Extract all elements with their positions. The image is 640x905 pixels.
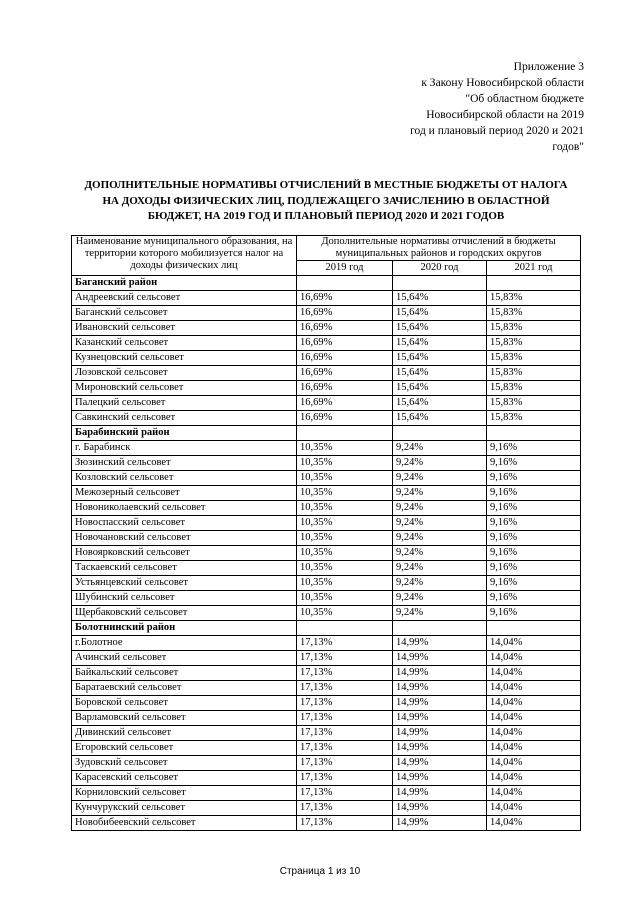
- norm-value: 15,83%: [487, 366, 581, 381]
- appendix-line: Приложение 3: [513, 61, 584, 73]
- municipality-name: Межозерный сельсовет: [72, 486, 297, 501]
- municipality-name: Новочановский сельсовет: [72, 531, 297, 546]
- municipality-name: Дивинский сельсовет: [72, 726, 297, 741]
- norm-value: 10,35%: [297, 546, 393, 561]
- norm-value: 14,99%: [393, 726, 487, 741]
- norm-value: 9,16%: [487, 456, 581, 471]
- norm-value: 15,64%: [393, 351, 487, 366]
- norm-value: 17,13%: [297, 666, 393, 681]
- empty-cell: [393, 426, 487, 441]
- norm-value: 17,13%: [297, 741, 393, 756]
- norm-value: 14,04%: [487, 651, 581, 666]
- table-row: [72, 651, 581, 666]
- norm-value: 15,64%: [393, 396, 487, 411]
- norm-value: 15,64%: [393, 306, 487, 321]
- norm-value: 9,24%: [393, 531, 487, 546]
- norm-value: 9,24%: [393, 576, 487, 591]
- empty-cell: [297, 621, 393, 636]
- table-row: [72, 531, 581, 546]
- empty-cell: [297, 426, 393, 441]
- table-row: [72, 516, 581, 531]
- norm-value: 15,83%: [487, 291, 581, 306]
- norm-value: 14,99%: [393, 741, 487, 756]
- norm-value: 9,24%: [393, 516, 487, 531]
- norm-value: 15,64%: [393, 411, 487, 426]
- title-line: НА ДОХОДЫ ФИЗИЧЕСКИХ ЛИЦ, ПОДЛЕЖАЩЕГО ЗАЧИСЛЕНИЮ В ОБЛАСТНОЙ: [102, 194, 550, 207]
- district-name: Барабинский район: [72, 426, 297, 441]
- norm-value: 9,16%: [487, 546, 581, 561]
- norm-value: 9,24%: [393, 486, 487, 501]
- norm-value: 15,83%: [487, 351, 581, 366]
- norm-value: 9,24%: [393, 441, 487, 456]
- header-year: 2019 год: [297, 261, 393, 276]
- municipality-name: Устьянцевский сельсовет: [72, 576, 297, 591]
- municipality-name: Корниловский сельсовет: [72, 786, 297, 801]
- norm-value: 16,69%: [297, 411, 393, 426]
- table-row: [72, 636, 581, 651]
- table-row: [72, 591, 581, 606]
- norm-value: 10,35%: [297, 471, 393, 486]
- norm-value: 16,69%: [297, 321, 393, 336]
- municipality-name: г.Болотное: [72, 636, 297, 651]
- norm-value: 9,24%: [393, 561, 487, 576]
- table-row: [72, 741, 581, 756]
- municipality-name: Новониколаевский сельсовет: [72, 501, 297, 516]
- municipality-name: Боровской сельсовет: [72, 696, 297, 711]
- norm-value: 17,13%: [297, 801, 393, 816]
- norm-value: 16,69%: [297, 306, 393, 321]
- municipality-name: Баратаевский сельсовет: [72, 681, 297, 696]
- header-year: 2020 год: [393, 261, 487, 276]
- norm-value: 14,04%: [487, 711, 581, 726]
- norm-value: 16,69%: [297, 396, 393, 411]
- table-row: [72, 711, 581, 726]
- norm-value: 10,35%: [297, 486, 393, 501]
- norm-value: 10,35%: [297, 456, 393, 471]
- table-row: [72, 336, 581, 351]
- table-row: [72, 471, 581, 486]
- table-row: [72, 501, 581, 516]
- norm-value: 14,99%: [393, 636, 487, 651]
- norm-value: 17,13%: [297, 726, 393, 741]
- norm-value: 14,04%: [487, 636, 581, 651]
- norm-value: 10,35%: [297, 576, 393, 591]
- norm-value: 9,16%: [487, 471, 581, 486]
- municipality-name: Казанский сельсовет: [72, 336, 297, 351]
- title-line: БЮДЖЕТ, НА 2019 ГОД И ПЛАНОВЫЙ ПЕРИОД 2020 И 2021 ГОДОВ: [147, 210, 505, 222]
- norm-value: 16,69%: [297, 366, 393, 381]
- norm-value: 9,24%: [393, 606, 487, 621]
- norm-value: 14,04%: [487, 756, 581, 771]
- municipality-name: Зудовский сельсовет: [72, 756, 297, 771]
- table-row: [72, 486, 581, 501]
- municipality-name: Ивановский сельсовет: [72, 321, 297, 336]
- norm-value: 17,13%: [297, 771, 393, 786]
- norm-value: 10,35%: [297, 516, 393, 531]
- norm-value: 9,16%: [487, 486, 581, 501]
- municipality-name: Таскаевский сельсовет: [72, 561, 297, 576]
- norm-value: 14,99%: [393, 711, 487, 726]
- norm-value: 14,04%: [487, 816, 581, 831]
- norm-value: 15,83%: [487, 381, 581, 396]
- table-row: [72, 396, 581, 411]
- norm-value: 16,69%: [297, 291, 393, 306]
- norm-value: 9,16%: [487, 501, 581, 516]
- page-number: Страница 1 из 10: [279, 866, 361, 877]
- header-year: 2021 год: [487, 261, 581, 276]
- norm-value: 9,24%: [393, 456, 487, 471]
- norm-value: 16,69%: [297, 351, 393, 366]
- table-row: [72, 561, 581, 576]
- appendix-line: Новосибирской области на 2019: [426, 109, 584, 121]
- title-line: ДОПОЛНИТЕЛЬНЫЕ НОРМАТИВЫ ОТЧИСЛЕНИЙ В МЕСТНЫЕ БЮДЖЕТЫ ОТ НАЛОГА: [84, 179, 568, 191]
- municipality-name: Лозовской сельсовет: [72, 366, 297, 381]
- municipality-name: Новобибеевский сельсовет: [72, 816, 297, 831]
- municipality-name: г. Барабинск: [72, 441, 297, 456]
- municipality-name: Кузнецовский сельсовет: [72, 351, 297, 366]
- norm-value: 9,24%: [393, 471, 487, 486]
- norm-value: 14,99%: [393, 816, 487, 831]
- appendix-line: годов": [552, 141, 584, 153]
- norm-value: 15,83%: [487, 336, 581, 351]
- table-row: [72, 411, 581, 426]
- table-row: [72, 441, 581, 456]
- norm-value: 14,99%: [393, 681, 487, 696]
- norm-value: 15,64%: [393, 336, 487, 351]
- norm-value: 17,13%: [297, 756, 393, 771]
- table-row: [72, 681, 581, 696]
- header-norms: Дополнительные нормативы отчислений в бюджеты муниципальных районов и городских округов: [297, 236, 581, 261]
- table-row: [72, 291, 581, 306]
- norm-value: 14,04%: [487, 786, 581, 801]
- norm-value: 14,99%: [393, 651, 487, 666]
- norm-value: 9,24%: [393, 546, 487, 561]
- table-row: [72, 546, 581, 561]
- empty-cell: [393, 276, 487, 291]
- norm-value: 15,64%: [393, 321, 487, 336]
- municipality-name: Карасевский сельсовет: [72, 771, 297, 786]
- norm-value: 15,64%: [393, 366, 487, 381]
- norm-value: 14,99%: [393, 666, 487, 681]
- norm-value: 9,16%: [487, 561, 581, 576]
- norm-value: 9,16%: [487, 606, 581, 621]
- norm-value: 14,99%: [393, 771, 487, 786]
- norm-value: 9,16%: [487, 576, 581, 591]
- table-row: [72, 456, 581, 471]
- table-row: [72, 366, 581, 381]
- norm-value: 14,04%: [487, 741, 581, 756]
- norm-value: 9,24%: [393, 591, 487, 606]
- norm-value: 15,83%: [487, 321, 581, 336]
- norm-value: 16,69%: [297, 381, 393, 396]
- municipality-name: Шубинский сельсовет: [72, 591, 297, 606]
- norm-value: 9,16%: [487, 591, 581, 606]
- table-row: [72, 786, 581, 801]
- norm-value: 14,04%: [487, 726, 581, 741]
- table-row: [72, 306, 581, 321]
- norm-value: 15,83%: [487, 306, 581, 321]
- norm-value: 17,13%: [297, 651, 393, 666]
- norm-value: 10,35%: [297, 561, 393, 576]
- norm-value: 9,24%: [393, 501, 487, 516]
- table-row: [72, 726, 581, 741]
- table-row: [72, 696, 581, 711]
- municipality-name: Новоспасский сельсовет: [72, 516, 297, 531]
- municipality-name: Новоярковский сельсовет: [72, 546, 297, 561]
- appendix-note: [410, 59, 584, 155]
- norm-value: 16,69%: [297, 336, 393, 351]
- empty-cell: [487, 621, 581, 636]
- norms-table: [71, 235, 581, 831]
- norm-value: 14,99%: [393, 696, 487, 711]
- district-name: Болотнинский район: [72, 621, 297, 636]
- table-row: [72, 606, 581, 621]
- municipality-name: Щербаковский сельсовет: [72, 606, 297, 621]
- norm-value: 14,04%: [487, 801, 581, 816]
- norm-value: 15,83%: [487, 411, 581, 426]
- municipality-name: Мироновский сельсовет: [72, 381, 297, 396]
- municipality-name: Андреевский сельсовет: [72, 291, 297, 306]
- municipality-name: Савкинский сельсовет: [72, 411, 297, 426]
- municipality-name: Палецкий сельсовет: [72, 396, 297, 411]
- district-row: [72, 621, 581, 636]
- norm-value: 10,35%: [297, 606, 393, 621]
- table-row: [72, 771, 581, 786]
- empty-cell: [297, 276, 393, 291]
- table-body: [72, 276, 581, 831]
- appendix-line: "Об областном бюджете: [465, 93, 584, 105]
- norm-value: 10,35%: [297, 501, 393, 516]
- norm-value: 14,04%: [487, 771, 581, 786]
- norm-value: 9,16%: [487, 516, 581, 531]
- district-row: [72, 426, 581, 441]
- norm-value: 14,04%: [487, 666, 581, 681]
- norm-value: 10,35%: [297, 591, 393, 606]
- norm-value: 14,99%: [393, 756, 487, 771]
- table-row: [72, 321, 581, 336]
- municipality-name: Байкальский сельсовет: [72, 666, 297, 681]
- municipality-name: Варламовский сельсовет: [72, 711, 297, 726]
- norm-value: 17,13%: [297, 636, 393, 651]
- empty-cell: [487, 426, 581, 441]
- table-row: [72, 756, 581, 771]
- norm-value: 17,13%: [297, 711, 393, 726]
- norm-value: 17,13%: [297, 816, 393, 831]
- norm-value: 14,04%: [487, 696, 581, 711]
- appendix-line: к Закону Новосибирской области: [421, 77, 584, 89]
- district-name: Баганский район: [72, 276, 297, 291]
- norm-value: 14,04%: [487, 681, 581, 696]
- norm-value: 15,64%: [393, 381, 487, 396]
- norm-value: 10,35%: [297, 441, 393, 456]
- municipality-name: Егоровский сельсовет: [72, 741, 297, 756]
- norm-value: 14,99%: [393, 786, 487, 801]
- norm-value: 10,35%: [297, 531, 393, 546]
- district-row: [72, 276, 581, 291]
- norm-value: 9,16%: [487, 441, 581, 456]
- municipality-name: Баганский сельсовет: [72, 306, 297, 321]
- municipality-name: Козловский сельсовет: [72, 471, 297, 486]
- table-row: [72, 381, 581, 396]
- table-row: [72, 801, 581, 816]
- empty-cell: [393, 621, 487, 636]
- municipality-name: Ачинский сельсовет: [72, 651, 297, 666]
- municipality-name: Зюзинский сельсовет: [72, 456, 297, 471]
- table-row: [72, 351, 581, 366]
- norm-value: 15,83%: [487, 396, 581, 411]
- header-municipality: Наименование муниципального образования, на территории которого мобилизуется налог на доходы физических лиц: [72, 236, 297, 276]
- table-row: [72, 666, 581, 681]
- norm-value: 17,13%: [297, 681, 393, 696]
- table-row: [72, 816, 581, 831]
- norm-value: 9,16%: [487, 531, 581, 546]
- norm-value: 17,13%: [297, 786, 393, 801]
- document-title: [70, 178, 582, 225]
- norm-value: 17,13%: [297, 696, 393, 711]
- municipality-name: Кунчурукский сельсовет: [72, 801, 297, 816]
- table-row: [72, 576, 581, 591]
- empty-cell: [487, 276, 581, 291]
- norm-value: 14,99%: [393, 801, 487, 816]
- norm-value: 15,64%: [393, 291, 487, 306]
- appendix-line: год и плановый период 2020 и 2021: [410, 125, 584, 137]
